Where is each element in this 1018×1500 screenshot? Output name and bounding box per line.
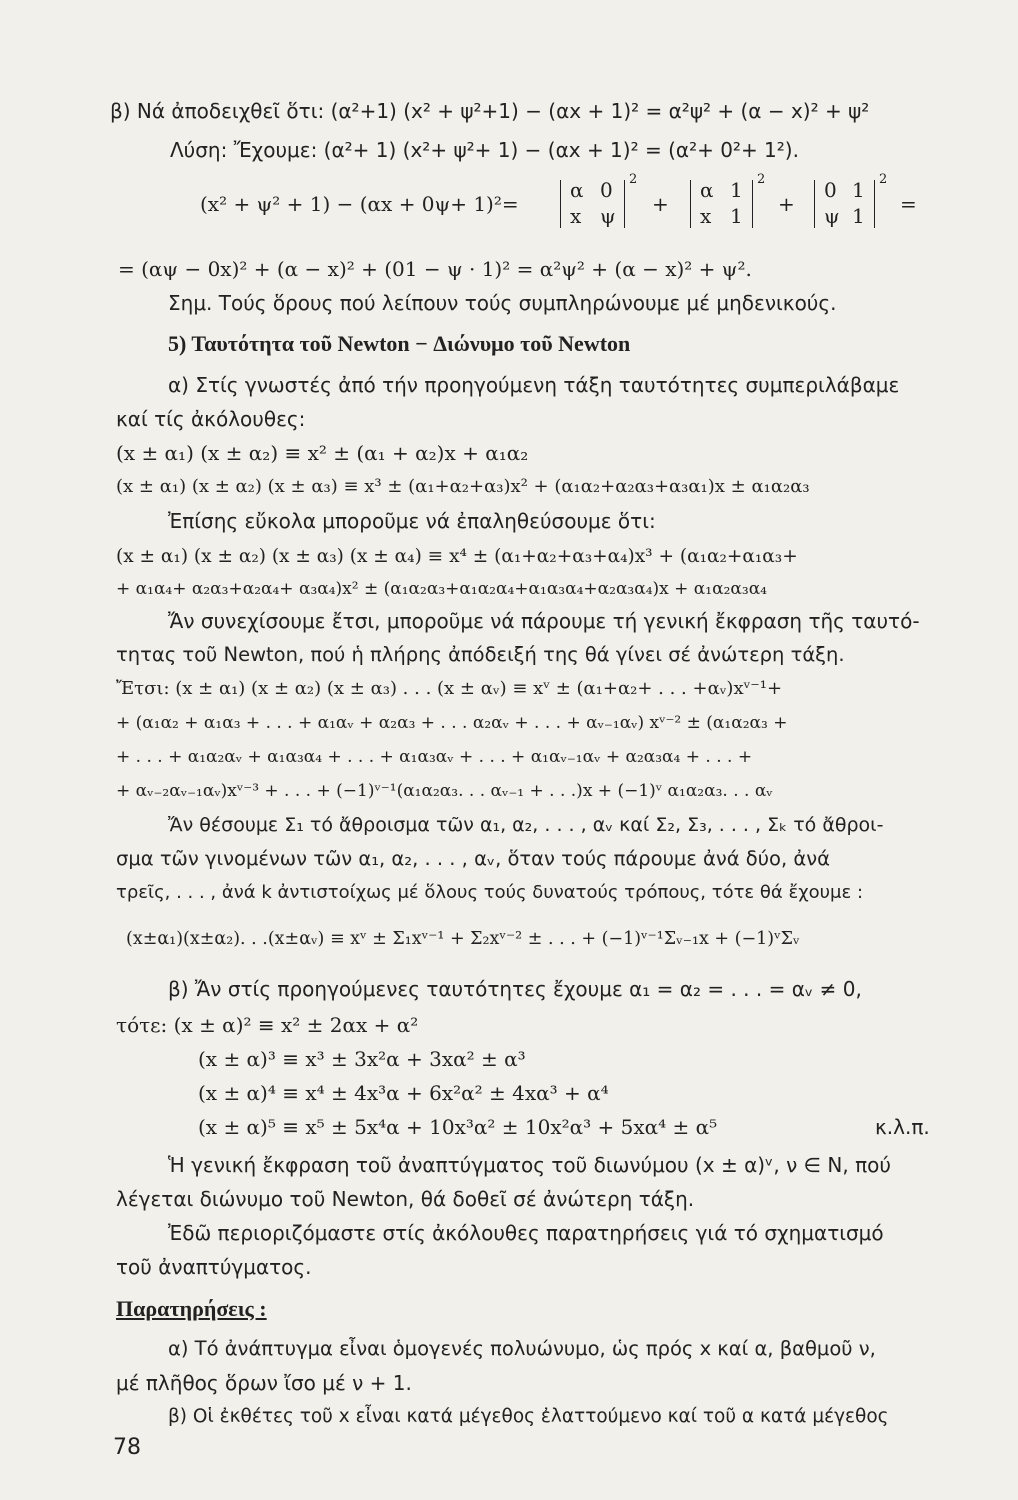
text-line: Λύση: Ἔχουμε: (α²+ 1) (x²+ ψ²+ 1) − (αx + 1)² = (α²+ 0²+ 1²).: [170, 138, 799, 162]
det1-a: α: [570, 178, 584, 202]
text-line: Ἄν συνεχίσουμε ἔτσι, μποροῦμε νά πάρουμε τή γενική ἔκφραση τῆς ταυτό-: [168, 609, 920, 633]
text-line: Ἐπίσης εὔκολα μποροῦμε νά ἐπαληθεύσουμε ὅτι:: [168, 509, 656, 533]
newton-identity: (x±α₁)(x±α₂). . .(x±αᵥ) ≡ xᵛ ± Σ₁xᵛ⁻¹ + Σ₂xᵛ⁻² ± . . . + (−1)ᵛ⁻¹Σᵥ₋₁x + (−1)ᵛΣᵥ: [126, 929, 800, 949]
plus-sign: +: [652, 192, 669, 216]
det-bar: [560, 180, 561, 228]
text-line: τητας τοῦ Newton, πού ἡ πλήρης ἀπόδειξή της θά γίνει σέ ἀνώτερη τάξη.: [116, 643, 845, 666]
det3-c: ψ: [824, 204, 840, 228]
det-bar: [690, 180, 691, 228]
text-line: β) Νά ἀποδειχθεῖ ὅτι: (α²+1) (x² + ψ²+1) − (αx + 1)² = α²ψ² + (α − x)² + ψ²: [110, 99, 870, 123]
formula-line: + (α₁α₂ + α₁α₃ + . . . + α₁αᵥ + α₂α₃ + . . . α₂αᵥ + . . . + αᵥ₋₁αᵥ) xᵛ⁻² ± (α₁α₂α₃ +: [116, 713, 788, 733]
det-bar: [874, 180, 875, 228]
formula-line: + αᵥ₋₂αᵥ₋₁αᵥ)xᵛ⁻³ + . . . + (−1)ᵛ⁻¹(α₁α₂α₃. . . αᵥ₋₁ + . . .)x + (−1)ᵛ α₁α₂α₃. . . αᵥ: [116, 781, 773, 801]
formula-line: (x ± α)³ ≡ x³ ± 3x²α + 3xα² ± α³: [198, 1047, 526, 1071]
det1-c: x: [570, 204, 582, 228]
text-line: α) Στίς γνωστές ἀπό τήν προηγούμενη τάξη ταυτότητες συμπεριλάβαμε: [168, 373, 900, 397]
text-line: λέγεται διώνυμο τοῦ Newton, θά δοθεῖ σέ ἀνώτερη τάξη.: [116, 1187, 695, 1211]
remarks-heading: Παρατηρήσεις :: [116, 1296, 267, 1321]
section-heading: 5) Ταυτότητα τοῦ Newton − Διώνυμο τοῦ Newton: [168, 331, 631, 356]
plus-sign: +: [778, 192, 795, 216]
text-line: Ἄν θέσουμε Σ₁ τό ἄθροισμα τῶν α₁, α₂, . . . , αᵥ καί Σ₂, Σ₃, . . . , Σₖ τό ἄθροι-: [168, 814, 884, 836]
det-bar: [814, 180, 815, 228]
det3-b: 1: [852, 178, 865, 202]
text-line: σμα τῶν γινομένων τῶν α₁, α₂, . . . , αᵥ, ὅταν τούς πάρουμε ἀνά δύο, ἀνά: [116, 847, 830, 870]
formula-line: (x ± α₁) (x ± α₂) (x ± α₃) ≡ x³ ± (α₁+α₂+α₃)x² + (α₁α₂+α₂α₃+α₃α₁)x ± α₁α₂α₃: [116, 476, 810, 497]
det-equation-lhs: (x² + ψ² + 1) − (αx + 0ψ+ 1)²=: [200, 192, 519, 216]
det2-a: α: [700, 178, 714, 202]
equals-sign: =: [900, 192, 917, 216]
det3-d: 1: [852, 204, 865, 228]
text-line: β) Οἱ ἐκθέτες τοῦ x εἶναι κατά μέγεθος ἐλαττούμενο καί τοῦ α κατά μέγεθος: [168, 1406, 889, 1427]
formula-line: + α₁α₄+ α₂α₃+α₂α₄+ α₃α₄)x² ± (α₁α₂α₃+α₁α₂α₄+α₁α₃α₄+α₂α₃α₄)x + α₁α₂α₃α₄: [116, 579, 767, 599]
det2-c: x: [700, 204, 712, 228]
formula-line: (x ± α)⁵ ≡ x⁵ ± 5x⁴α + 10x³α² ± 10x²α³ + 5xα⁴ ± α⁵: [198, 1115, 718, 1139]
note-line: Σημ. Τούς ὅρους πού λείπουν τούς συμπληρώνουμε μέ μηδενικούς.: [168, 291, 837, 315]
formula-line: Ἔτσι: (x ± α₁) (x ± α₂) (x ± α₃) . . . (x ± αᵥ) ≡ xᵛ ± (α₁+α₂+ . . . +αᵥ)xᵛ⁻¹+: [116, 678, 783, 699]
text-line: μέ πλῆθος ὅρων ἴσο μέ ν + 1.: [116, 1371, 412, 1395]
formula-line: (x ± α)⁴ ≡ x⁴ ± 4x³α + 6x²α² ± 4xα³ + α⁴: [198, 1081, 609, 1105]
text-line: β) Ἄν στίς προηγούμενες ταυτότητες ἔχουμε α₁ = α₂ = . . . = αᵥ ≠ 0,: [168, 977, 862, 1001]
formula-line: + . . . + α₁α₂αᵥ + α₁α₃α₄ + . . . + α₁α₃αᵥ + . . . + α₁αᵥ₋₁αᵥ + α₂α₃α₄ + . . . +: [116, 747, 753, 767]
text-line: α) Τό ἀνάπτυγμα εἶναι ὁμογενές πολυώνυμο, ὡς πρός x καί α, βαθμοῦ ν,: [168, 1337, 876, 1360]
text-line: Ἡ γενική ἔκφραση τοῦ ἀναπτύγματος τοῦ διωνύμου (x ± α)ᵛ, ν ∈ N, πού: [168, 1153, 891, 1177]
det-bar: [624, 180, 625, 228]
exponent: 2: [629, 172, 638, 187]
text-line: τρεῖς, . . . , ἀνά k ἀντιστοίχως μέ ὅλους τούς δυνατούς τρόπους, τότε θά ἔχουμε :: [116, 882, 864, 903]
page-number: 78: [113, 1435, 141, 1460]
text-line: τοῦ ἀναπτύγματος.: [116, 1255, 312, 1279]
det2-b: 1: [730, 178, 743, 202]
text-line: Ἐδῶ περιοριζόμαστε στίς ἀκόλουθες παρατηρήσεις γιά τό σχηματισμό: [168, 1221, 884, 1245]
exponent: 2: [879, 172, 888, 187]
exponent: 2: [757, 172, 766, 187]
det1-b: 0: [600, 178, 613, 202]
text-line: καί τίς ἀκόλουθες:: [116, 407, 306, 431]
etc-abbrev: κ.λ.π.: [875, 1115, 930, 1139]
det2-d: 1: [730, 204, 743, 228]
formula-line: (x ± α₁) (x ± α₂) (x ± α₃) (x ± α₄) ≡ x⁴ ± (α₁+α₂+α₃+α₄)x³ + (α₁α₂+α₁α₃+: [116, 546, 798, 567]
formula-line: τότε: (x ± α)² ≡ x² ± 2αx + α²: [116, 1013, 419, 1037]
det3-a: 0: [824, 178, 837, 202]
formula-line: (x ± α₁) (x ± α₂) ≡ x² ± (α₁ + α₂)x + α₁α₂: [116, 441, 529, 465]
det-bar: [752, 180, 753, 228]
det1-d: ψ: [600, 204, 616, 228]
text-line: = (αψ − 0x)² + (α − x)² + (01 − ψ · 1)² = α²ψ² + (α − x)² + ψ².: [118, 257, 752, 281]
